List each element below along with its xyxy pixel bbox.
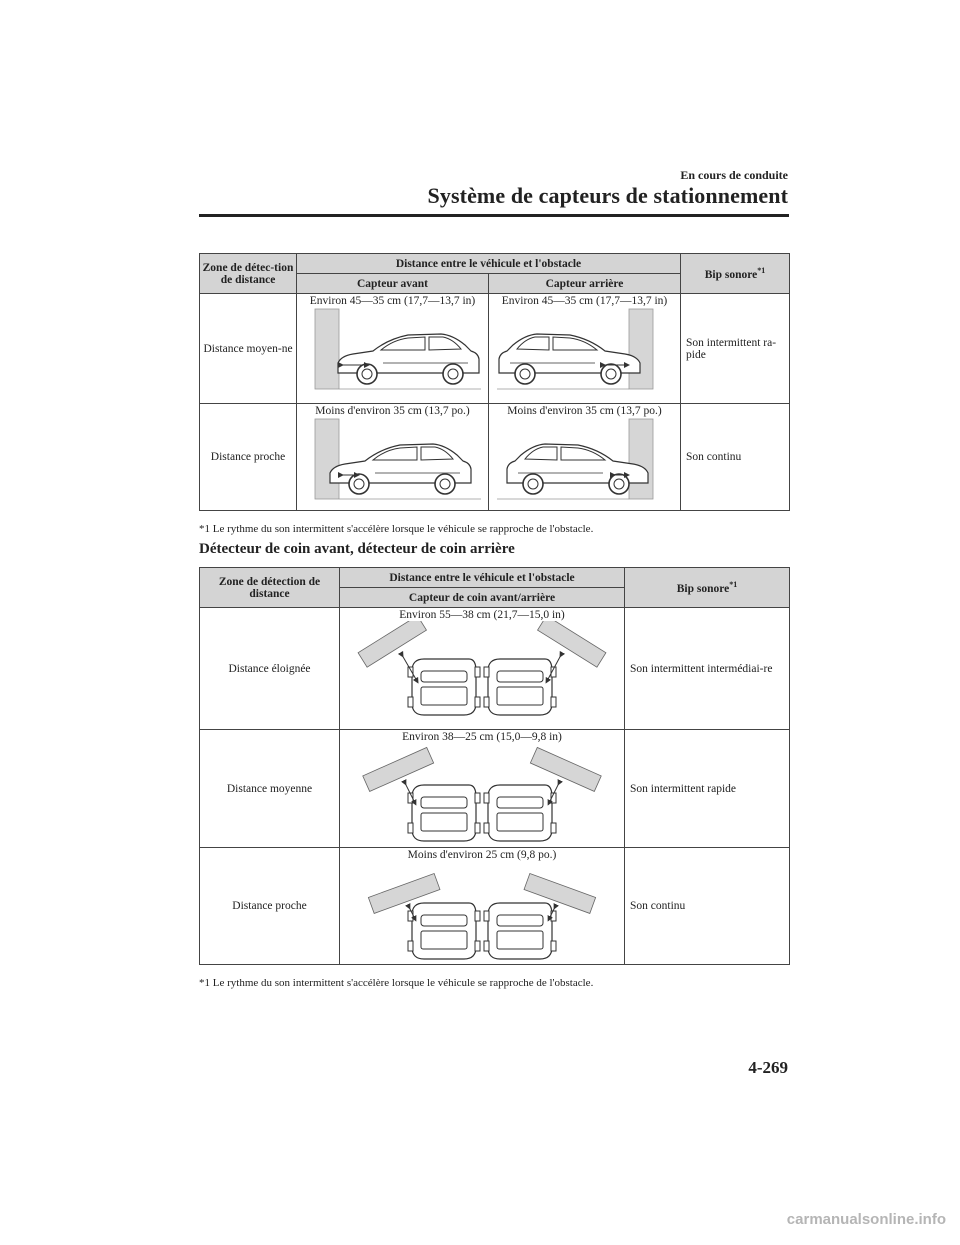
header-zone: Zone de détec-tion de distance xyxy=(200,254,297,294)
corner-sensor-illustration xyxy=(347,743,617,843)
corner-sensor-illustration xyxy=(347,621,617,721)
range-caption: Moins d'environ 35 cm (13,7 po.) xyxy=(507,405,662,417)
rear-sensor-cell xyxy=(489,404,681,511)
corner-sensor-table xyxy=(199,567,790,965)
bip-cell: Son continu xyxy=(625,848,790,965)
footnote: *1 Le rythme du son intermittent s'accélère lorsque le véhicule se rapproche de l'obstacle. xyxy=(199,523,594,535)
header-front-sensor: Capteur avant xyxy=(297,274,489,294)
table-row xyxy=(200,848,790,965)
zone-cell: Distance moyenne xyxy=(200,730,340,848)
zone-cell: Distance éloignée xyxy=(200,608,340,730)
range-caption: Moins d'environ 35 cm (13,7 po.) xyxy=(315,405,470,417)
header-distance: Distance entre le véhicule et l'obstacle xyxy=(340,568,625,588)
header-zone: Zone de détection de distance xyxy=(200,568,340,608)
header-bip: Bip sonore$^{*1}$ xyxy=(681,254,790,294)
zone-cell: Distance moyen-ne xyxy=(200,294,297,404)
table-row xyxy=(200,294,790,404)
table-row xyxy=(200,730,790,848)
header-corner-sensor: Capteur de coin avant/arrière xyxy=(340,588,625,608)
range-caption: Environ 45―35 cm (17,7―13,7 in) xyxy=(309,295,476,307)
header-rear-sensor: Capteur arrière xyxy=(489,274,681,294)
front-sensor-illustration xyxy=(303,307,483,391)
front-sensor-cell xyxy=(297,294,489,404)
zone-cell: Distance proche xyxy=(200,848,340,965)
table-row xyxy=(200,404,790,511)
page-title: Système de capteurs de stationnement xyxy=(427,183,788,208)
title-rule xyxy=(199,214,789,217)
section-subheading: Détecteur de coin avant, détecteur de coin arrière xyxy=(199,541,515,557)
front-sensor-illustration xyxy=(303,417,483,501)
table-row xyxy=(200,608,790,730)
page-number: 4-269 xyxy=(748,1058,788,1077)
bip-cell: Son intermittent rapide xyxy=(625,730,790,848)
header-distance: Distance entre le véhicule et l'obstacle xyxy=(297,254,681,274)
watermark: carmanualsonline.info xyxy=(786,1211,946,1228)
sensor-table xyxy=(199,253,790,511)
header-bip: Bip sonore$^{*1}$ xyxy=(625,568,790,608)
bip-cell: Son continu xyxy=(681,404,790,511)
range-caption: Environ 38―25 cm (15,0―9,8 in) xyxy=(402,731,562,743)
range-caption: Environ 45―35 cm (17,7―13,7 in) xyxy=(501,295,668,307)
bip-cell: Son intermittent ra-pide xyxy=(681,294,790,404)
corner-sensor-cell xyxy=(340,608,625,730)
rear-sensor-illustration xyxy=(495,417,675,501)
corner-sensor-cell xyxy=(340,848,625,965)
section-label: En cours de conduite xyxy=(680,168,788,182)
footnote: *1 Le rythme du son intermittent s'accélère lorsque le véhicule se rapproche de l'obstacle. xyxy=(199,977,594,989)
rear-sensor-illustration xyxy=(495,307,675,391)
zone-cell: Distance proche xyxy=(200,404,297,511)
rear-sensor-cell xyxy=(489,294,681,404)
range-caption: Environ 55―38 cm (21,7―15,0 in) xyxy=(399,609,565,621)
corner-sensor-illustration xyxy=(347,861,617,961)
corner-sensor-cell xyxy=(340,730,625,848)
front-sensor-cell xyxy=(297,404,489,511)
range-caption: Moins d'environ 25 cm (9,8 po.) xyxy=(407,849,557,861)
bip-cell: Son intermittent intermédiai-re xyxy=(625,608,790,730)
